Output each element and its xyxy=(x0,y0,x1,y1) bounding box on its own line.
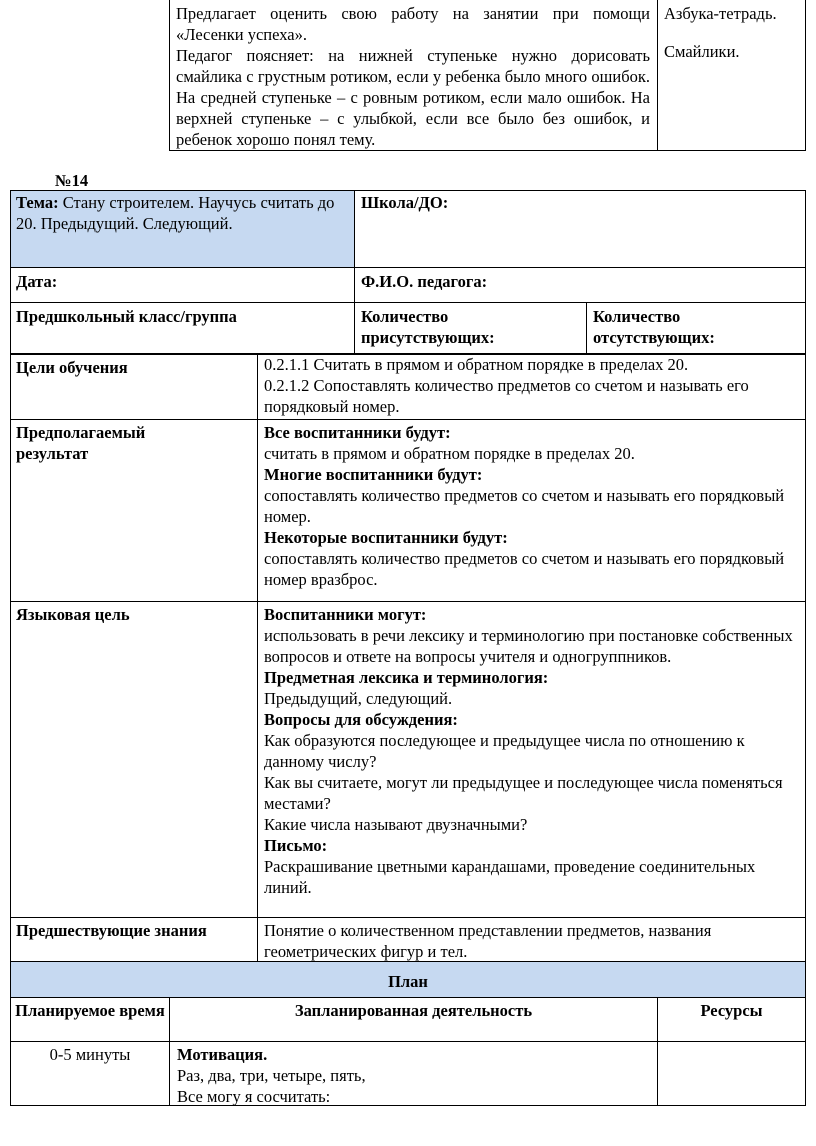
prior-knowledge-label: Предшествующие знания xyxy=(16,921,207,940)
theme-text: Стану строителем. Научусь считать до 20. Предыдущий. Следующий. xyxy=(16,193,335,233)
all-students-text: считать в прямом и обратном порядке в пределах 20. xyxy=(264,444,635,463)
goal-item: 0.2.1.2 Сопоставлять количество предметов со счетом и называть его порядковый номер. xyxy=(264,376,749,416)
some-students-heading: Некоторые воспитанники будут: xyxy=(264,528,508,547)
column-header-activity: Запланированная деятельность xyxy=(294,1001,533,1020)
theme-label: Тема: xyxy=(16,193,59,212)
teacher-name-label: Ф.И.О. педагога: xyxy=(361,272,488,291)
goals-label: Цели обучения xyxy=(16,358,128,377)
motivation-heading: Мотивация. xyxy=(177,1045,268,1064)
discussion-question: Какие числа называют двузначными? xyxy=(264,815,528,834)
vocabulary-heading: Предметная лексика и терминология: xyxy=(264,668,549,687)
goal-item: 0.2.1.1 Считать в прямом и обратном порядке в пределах 20. xyxy=(264,355,689,374)
row-time: 0-5 минуты xyxy=(49,1045,131,1064)
expected-result-content xyxy=(264,422,800,590)
goals-content xyxy=(264,354,800,417)
discussion-question: Как вы считаете, могут ли предыдущее и последующее числа поменяться местами? xyxy=(264,773,783,813)
present-count-label: Количество присутствующих: xyxy=(361,307,495,347)
prior-knowledge-text: Понятие о количественном представлении предметов, названия геометрических фигур и тел. xyxy=(264,921,712,961)
top-resources-cell xyxy=(664,3,804,62)
resource-item: Азбука-тетрадь. xyxy=(664,4,777,23)
writing-heading: Письмо: xyxy=(264,836,328,855)
column-header-resources: Ресурсы xyxy=(700,1001,763,1020)
discussion-questions-heading: Вопросы для обсуждения: xyxy=(264,710,458,729)
rhyme-line: Все могу я сосчитать: xyxy=(177,1087,331,1106)
many-students-heading: Многие воспитанники будут: xyxy=(264,465,483,484)
language-goal-content xyxy=(264,604,800,898)
all-students-heading: Все воспитанники будут: xyxy=(264,423,451,442)
absent-count-label: Количество отсутствующих: xyxy=(593,307,715,347)
plan-title: План xyxy=(388,972,428,991)
top-paragraph-2: Педагог поясняет: на нижней ступеньке нужно дорисовать смайлика с грустным ротиком, если у ребенка было много ошибок. На средней ступеньке – с ровным ротиком, если мало ошибок. На верхней ступеньке – с улыбкой, если все было без ошибок, и ребенок хорошо понял тему. xyxy=(176,46,650,149)
top-paragraph-1: Предлагает оценить свою работу на занятии при помощи «Лесенки успеха». xyxy=(176,4,650,44)
many-students-text: сопоставлять количество предметов со счетом и называть его порядковый номер. xyxy=(264,486,785,526)
students-can-heading: Воспитанники могут: xyxy=(264,605,427,624)
theme-cell xyxy=(16,192,351,234)
school-label: Школа/ДО: xyxy=(361,193,449,212)
class-group-label: Предшкольный класс/группа xyxy=(16,307,237,326)
discussion-question: Как образуются последующее и предыдущее числа по отношению к данному числу? xyxy=(264,731,745,771)
lesson-number: №14 xyxy=(55,171,89,190)
writing-text: Раскрашивание цветными карандашами, проведение соединительных линий. xyxy=(264,857,756,897)
some-students-text: сопоставлять количество предметов со счетом и называть его порядковый номер вразброс. xyxy=(264,549,785,589)
students-can-text: использовать в речи лексику и терминологию при постановке собственных вопросов и ответе на вопросы учителя и одногруппников. xyxy=(264,626,793,666)
resource-item: Смайлики. xyxy=(664,42,740,61)
rhyme-line: Раз, два, три, четыре, пять, xyxy=(177,1066,366,1085)
top-activity-cell xyxy=(176,3,650,150)
date-label: Дата: xyxy=(16,272,58,291)
vocabulary-text: Предыдущий, следующий. xyxy=(264,689,453,708)
expected-result-label: Предполагаемый результат xyxy=(16,423,146,463)
language-goal-label: Языковая цель xyxy=(16,605,130,624)
column-header-time: Планируемое время xyxy=(15,1001,165,1020)
row-activity xyxy=(177,1044,653,1107)
